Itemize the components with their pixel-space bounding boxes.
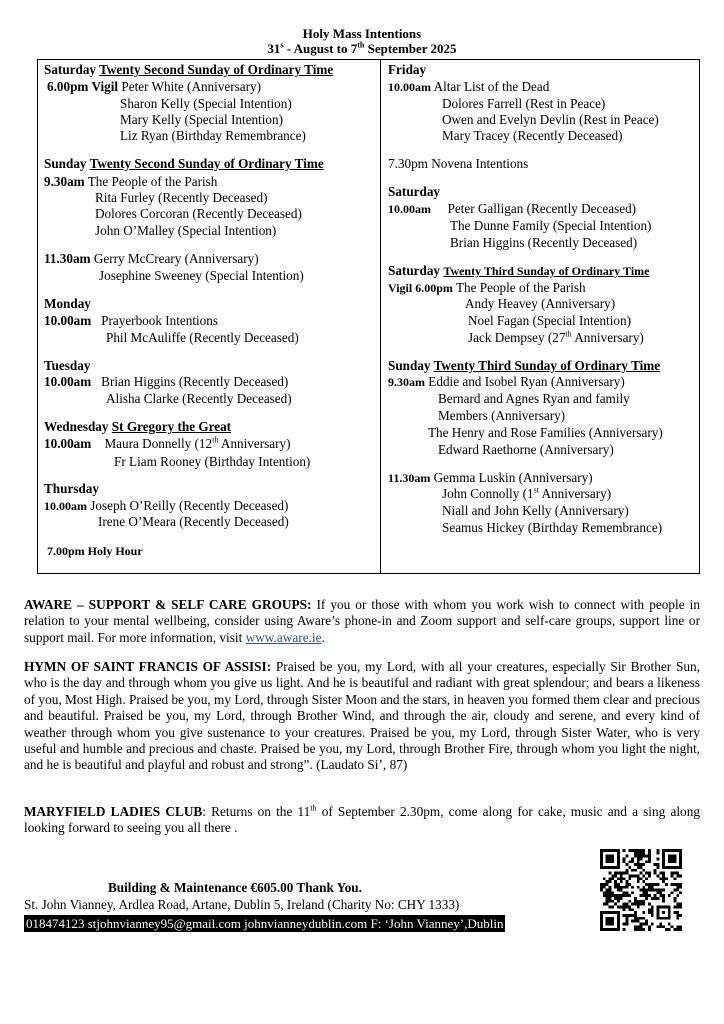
monday-heading: Monday [44,296,91,311]
mass-entry: 10.00am Altar List of the Dead [388,79,550,94]
intention: John Connolly (1st Anniversary) [442,485,612,501]
ladies-club-notice: MARYFIELD LADIES CLUB: Returns on the 11th of September 2.30pm, come along for cake, music and a sing along looking forward to seeing you all there . [24,803,700,836]
intention: Members (Anniversary) [438,408,566,423]
thursday-heading: Thursday [44,481,99,496]
mass-entry: 10.00am Maura Donnelly (12th Anniversary) [44,435,291,451]
tuesday-heading: Tuesday [44,358,91,373]
intention: Seamus Hickey (Birthday Remembrance) [442,520,663,535]
mass-entry: 10.00am Joseph O’Reilly (Recently Deceased) [44,498,289,513]
intention: Niall and John Kelly (Anniversary) [442,503,629,518]
aware-notice: AWARE – SUPPORT & SELF CARE GROUPS: If you or those with whom you work wish to connect with people in relation to your mental wellbeing, consider using Aware’s phone-in and Zoom support and self-care groups, support line or support mail. For more information, visit www.aware.ie. [24,597,700,645]
intention: Dolores Corcoran (Recently Deceased) [95,206,302,221]
intention: Noel Fagan (Special Intention) [468,313,631,328]
intention: Brian Higgins (Recently Deceased) [450,235,638,250]
intention: Sharon Kelly (Special Intention) [120,96,292,111]
intention: Irene O’Meara (Recently Deceased) [98,514,289,529]
building-maintenance: Building & Maintenance €605.00 Thank You. [108,880,362,895]
mass-entry: 6.00pm Vigil Peter White (Anniversary) [47,79,262,94]
intention: Fr Liam Rooney (Birthday Intention) [114,454,311,469]
saturday-heading: Saturday [388,184,441,199]
column-divider [380,59,381,574]
intention: Bernard and Agnes Ryan and family [438,391,630,406]
sunday-heading: Sunday Twenty Third Sunday of Ordinary Time [388,358,661,373]
intention: Liz Ryan (Birthday Remembrance) [120,128,306,143]
mass-entry: 10.00am Peter Galligan (Recently Deceased) [388,201,637,216]
intention: Dolores Farrell (Rest in Peace) [442,96,606,111]
date-range: 31$^s$ - August to 7th September 2025 [267,40,457,56]
hymn-notice: HYMN OF SAINT FRANCIS OF ASSISI: Praised be you, my Lord, with all your creatures, especially Sir Brother Sun, who is the day and through whom you give us light. And he is beautiful and radiant with great splendour; and bears a likeness of you, Most High. Praised be you, my Lord, through Sister Moon and the stars, in heaven you formed them clear and precious and beautiful. Praised be you, my Lord, through Brother Wind, and through the air, cloudy and serene, and every kind of weather through whom you give sustenance to your creatures. Praised be you, my Lord, through Sister Water, who is very useful and humble and precious and chaste. Praised be you, my Lord, through Brother Fire, through whom you light the night, and he is beautiful and playful and robust and strong”. (Laudato Si’, 87) [24,659,701,773]
holy-hour: 7.00pm Holy Hour [47,544,143,558]
intention: Alisha Clarke (Recently Deceased) [106,391,292,406]
intention: Phil McAuliffe (Recently Deceased) [106,330,299,345]
intention: John O’Malley (Special Intention) [95,223,277,238]
mass-entry: 10.00am Prayerbook Intentions [44,313,218,328]
intention: Jack Dempsey (27th Anniversary) [468,329,644,345]
saturday-vigil-heading: Saturday Twenty Third Sunday of Ordinary Time [388,263,650,278]
mass-entry: 10.00am Brian Higgins (Recently Deceased) [44,374,289,389]
intention: Edward Raethorne (Anniversary) [438,442,614,457]
saturday-vigil-heading: Saturday Twenty Second Sunday of Ordinary Time [44,62,334,77]
mass-entry: 9.30am The People of the Parish [44,174,218,189]
intention: Mary Tracey (Recently Deceased) [442,128,623,143]
contact-bar: 018474123 stjohnvianney95@gmail.com johnvianneydublin.com F: ‘John Vianney’,Dublin [26,916,504,931]
friday-heading: Friday [388,62,427,77]
mass-entry: Vigil 6.00pm The People of the Parish [388,280,586,295]
intention: The Dunne Family (Special Intention) [450,218,652,233]
intention: Josephine Sweeney (Special Intention) [99,268,304,283]
intention: The Henry and Rose Families (Anniversary) [428,425,663,440]
intention: Mary Kelly (Special Intention) [120,112,283,127]
intention: Rita Furley (Recently Deceased) [95,190,268,205]
page-title: Holy Mass Intentions [302,26,422,41]
mass-entry: 11.30am Gerry McCreary (Anniversary) [44,251,259,266]
aware-link[interactable]: www.aware.ie [245,629,322,645]
parish-address: St. John Vianney, Ardlea Road, Artane, Dublin 5, Ireland (Charity No: CHY 1333) [24,897,460,912]
qr-code-icon [600,849,682,931]
mass-entry: 11.30am Gemma Luskin (Anniversary) [388,470,593,485]
novena-intentions: 7.30pm Novena Intentions [388,156,529,171]
intention: Andy Heavey (Anniversary) [465,296,616,311]
mass-entry: 9.30am Eddie and Isobel Ryan (Anniversary) [388,374,625,389]
intention: Owen and Evelyn Devlin (Rest in Peace) [442,112,659,127]
sunday-heading: Sunday Twenty Second Sunday of Ordinary Time [44,156,324,171]
wednesday-heading: Wednesday St Gregory the Great [44,419,232,434]
